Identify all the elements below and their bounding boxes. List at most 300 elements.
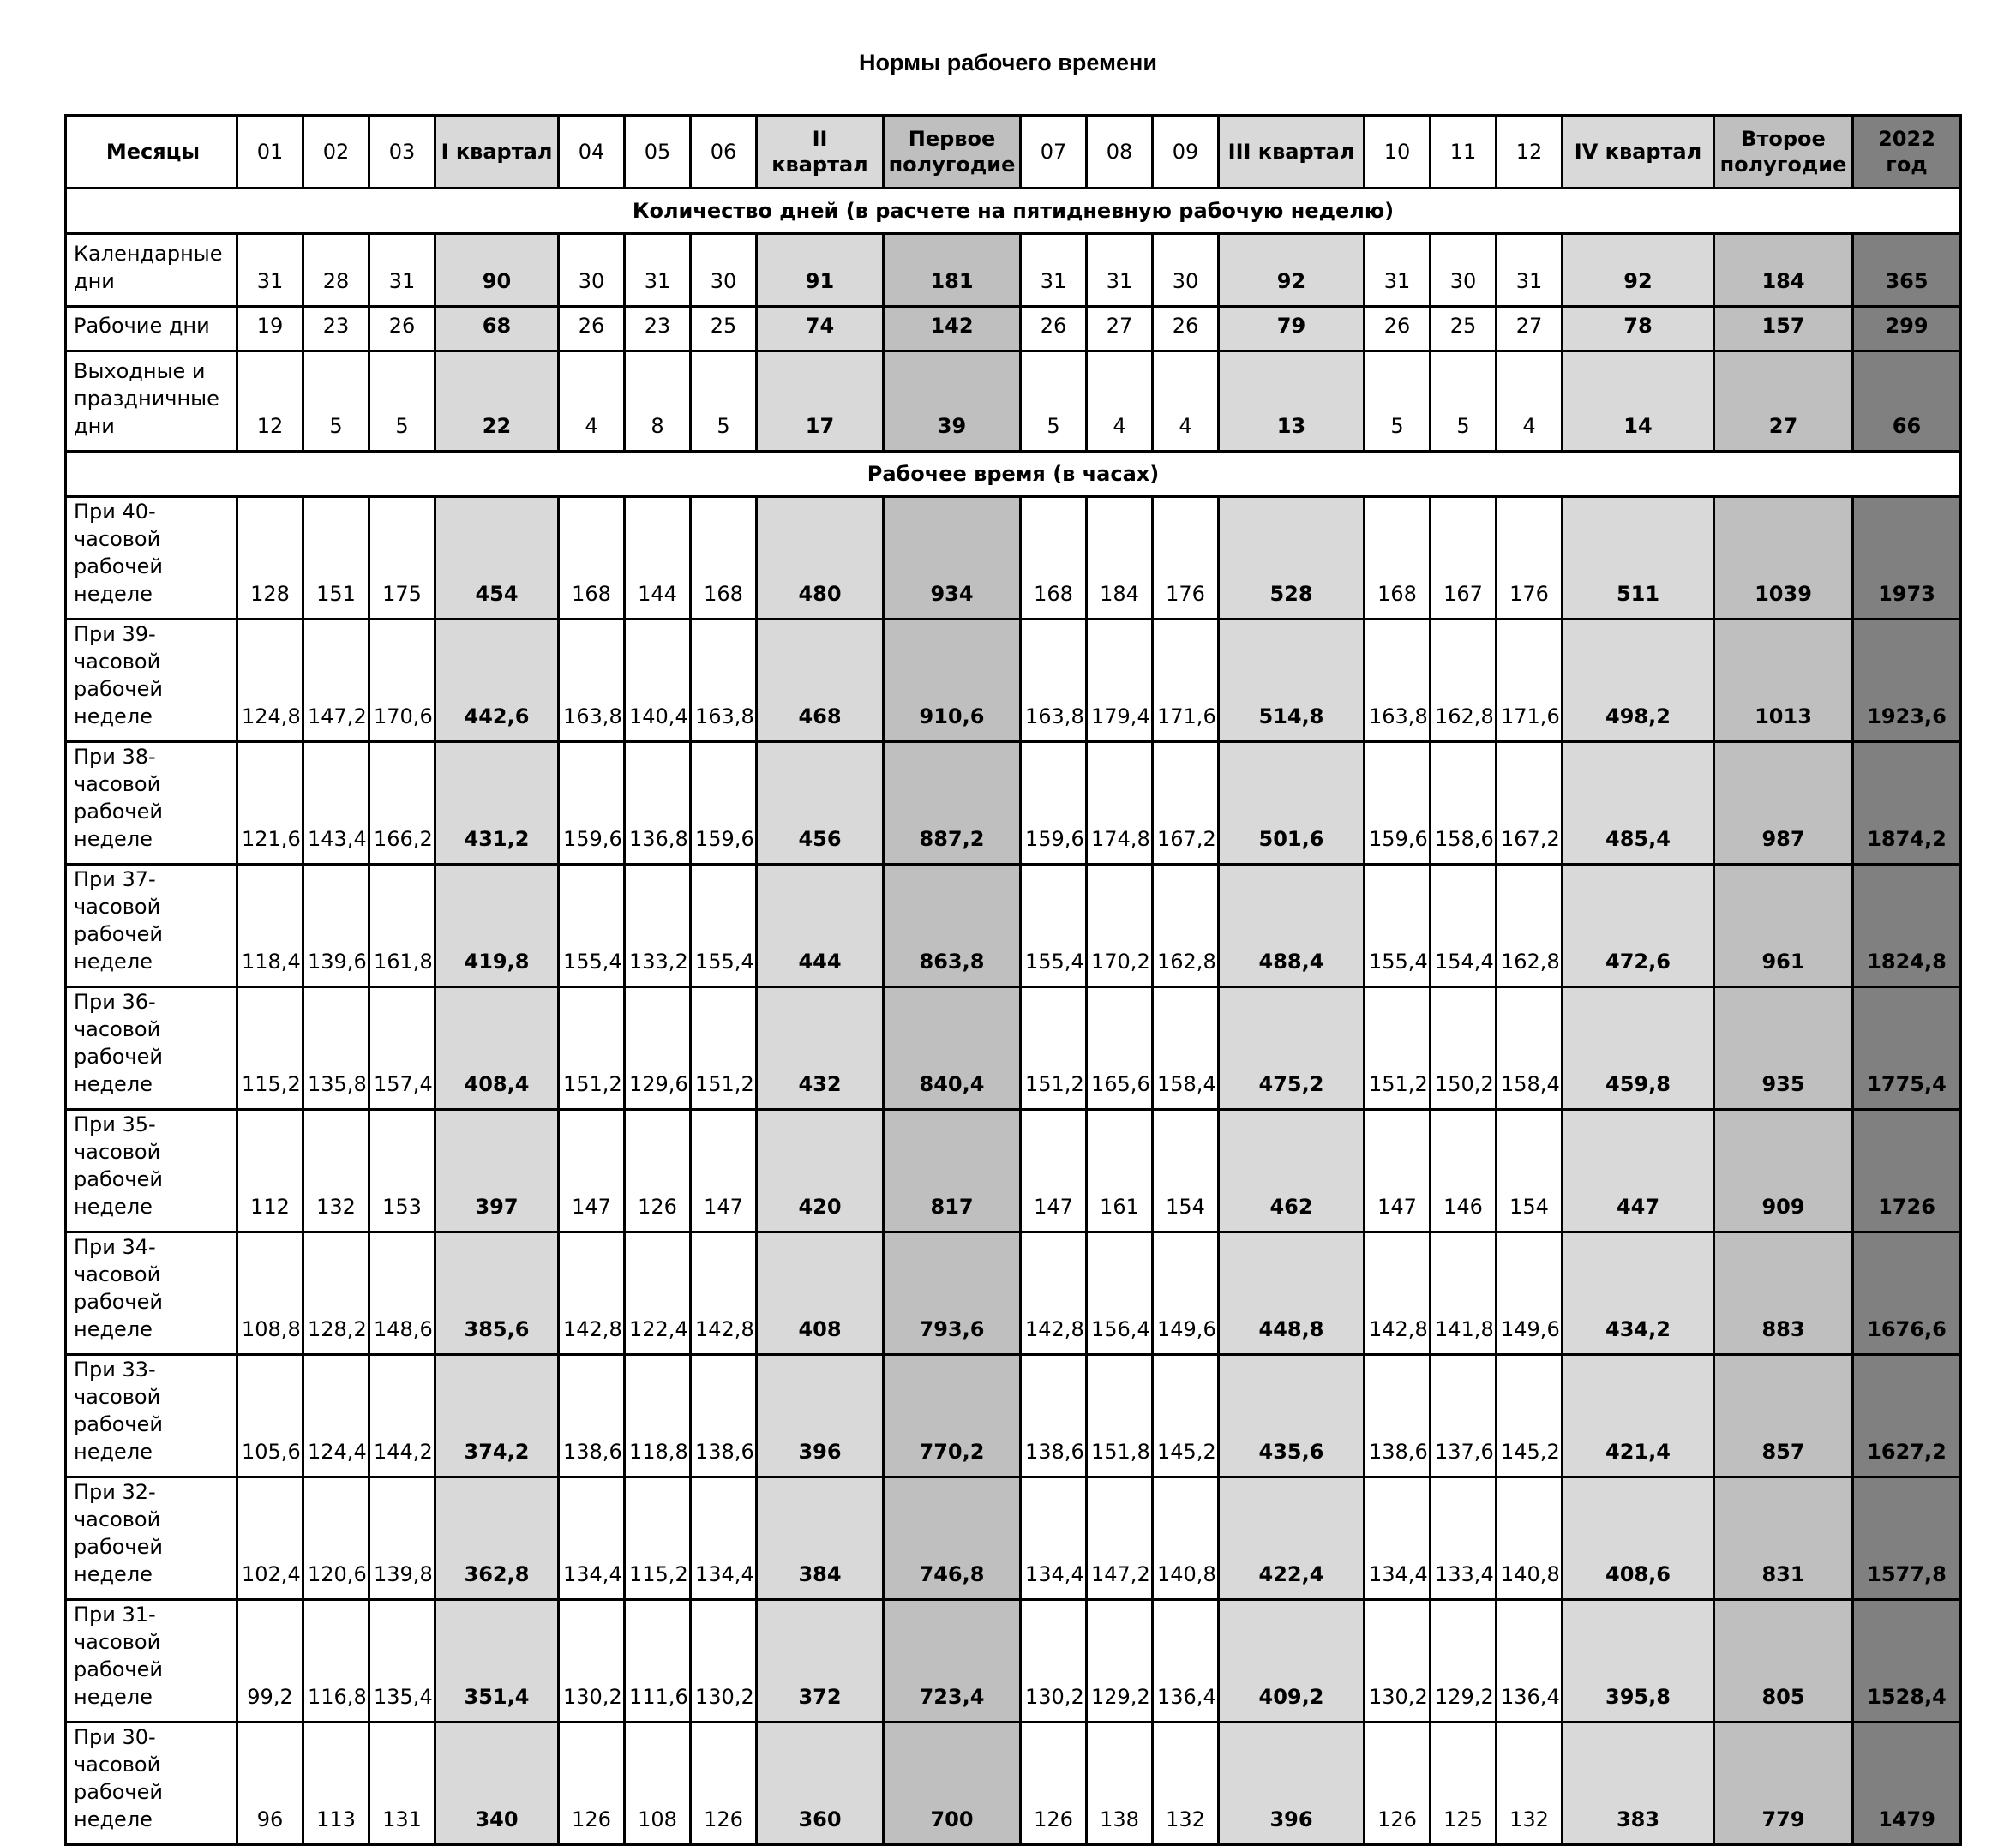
table-cell: 147 — [1365, 1110, 1431, 1232]
column-header: 11 — [1431, 116, 1497, 189]
table-cell: 167,2 — [1497, 742, 1563, 865]
row-label: При 30-часовой рабочей неделе — [66, 1723, 237, 1845]
column-header: III квартал — [1219, 116, 1365, 189]
table-cell: 1726 — [1853, 1110, 1961, 1232]
table-cell: 128 — [237, 497, 303, 620]
table-cell: 68 — [435, 307, 559, 351]
table-cell: 184 — [1087, 497, 1153, 620]
row-label: При 40-часовой рабочей неделе — [66, 497, 237, 620]
table-cell: 25 — [1431, 307, 1497, 351]
column-header: 03 — [369, 116, 435, 189]
table-cell: 147 — [691, 1110, 757, 1232]
table-cell: 150,2 — [1431, 987, 1497, 1110]
column-header: 07 — [1021, 116, 1087, 189]
table-cell: 162,8 — [1431, 620, 1497, 742]
table-cell: 468 — [757, 620, 884, 742]
table-cell: 108,8 — [237, 1232, 303, 1355]
table-cell: 723,4 — [884, 1600, 1021, 1723]
table-cell: 133,2 — [625, 865, 691, 987]
table-cell: 142,8 — [1021, 1232, 1087, 1355]
table-cell: 129,2 — [1087, 1600, 1153, 1723]
table-cell: 26 — [1153, 307, 1219, 351]
table-cell: 480 — [757, 497, 884, 620]
section-title: Количество дней (в расчете на пятидневную рабочую неделю) — [66, 189, 1961, 234]
table-cell: 171,6 — [1153, 620, 1219, 742]
table-cell: 805 — [1714, 1600, 1853, 1723]
table-cell: 116,8 — [303, 1600, 369, 1723]
table-cell: 163,8 — [559, 620, 625, 742]
table-cell: 171,6 — [1497, 620, 1563, 742]
table-cell: 92 — [1219, 234, 1365, 307]
table-cell: 151,8 — [1087, 1355, 1153, 1477]
table-cell: 155,4 — [559, 865, 625, 987]
row-label: При 39-часовой рабочей неделе — [66, 620, 237, 742]
table-cell: 360 — [757, 1723, 884, 1845]
table-cell: 442,6 — [435, 620, 559, 742]
table-cell: 770,2 — [884, 1355, 1021, 1477]
table-cell: 167,2 — [1153, 742, 1219, 865]
table-cell: 155,4 — [1021, 865, 1087, 987]
table-cell: 138,6 — [1021, 1355, 1087, 1477]
table-cell: 158,4 — [1497, 987, 1563, 1110]
table-cell: 421,4 — [1563, 1355, 1714, 1477]
table-cell: 434,2 — [1563, 1232, 1714, 1355]
table-cell: 5 — [691, 351, 757, 452]
table-cell: 161,8 — [369, 865, 435, 987]
table-cell: 857 — [1714, 1355, 1853, 1477]
table-cell: 408,4 — [435, 987, 559, 1110]
table-cell: 146 — [1431, 1110, 1497, 1232]
table-cell: 30 — [559, 234, 625, 307]
table-cell: 157 — [1714, 307, 1853, 351]
column-header: 2022 год — [1853, 116, 1961, 189]
hours-row — [66, 1600, 1961, 1723]
table-cell: 151,2 — [1365, 987, 1431, 1110]
table-cell: 165,6 — [1087, 987, 1153, 1110]
table-cell: 163,8 — [691, 620, 757, 742]
days-row — [66, 307, 1961, 351]
table-cell: 4 — [1153, 351, 1219, 452]
row-label: Календарные дни — [66, 234, 237, 307]
table-cell: 746,8 — [884, 1477, 1021, 1600]
column-header: 10 — [1365, 116, 1431, 189]
column-header: 01 — [237, 116, 303, 189]
table-cell: 130,2 — [1365, 1600, 1431, 1723]
table-cell: 132 — [1153, 1723, 1219, 1845]
table-cell: 135,8 — [303, 987, 369, 1110]
table-cell: 31 — [1021, 234, 1087, 307]
table-cell: 138,6 — [691, 1355, 757, 1477]
table-cell: 99,2 — [237, 1600, 303, 1723]
table-cell: 132 — [1497, 1723, 1563, 1845]
table-cell: 14 — [1563, 351, 1714, 452]
table-cell: 863,8 — [884, 865, 1021, 987]
table-cell: 511 — [1563, 497, 1714, 620]
table-cell: 141,8 — [1431, 1232, 1497, 1355]
table-cell: 384 — [757, 1477, 884, 1600]
column-header: 05 — [625, 116, 691, 189]
row-label: При 35-часовой рабочей неделе — [66, 1110, 237, 1232]
table-cell: 31 — [1497, 234, 1563, 307]
table-cell: 408,6 — [1563, 1477, 1714, 1600]
table-cell: 155,4 — [1365, 865, 1431, 987]
table-cell: 74 — [757, 307, 884, 351]
table-cell: 372 — [757, 1600, 884, 1723]
table-cell: 118,4 — [237, 865, 303, 987]
table-cell: 157,4 — [369, 987, 435, 1110]
table-cell: 136,4 — [1497, 1600, 1563, 1723]
table-cell: 129,6 — [625, 987, 691, 1110]
table-cell: 166,2 — [369, 742, 435, 865]
row-label: При 36-часовой рабочей неделе — [66, 987, 237, 1110]
table-cell: 176 — [1153, 497, 1219, 620]
table-cell: 138,6 — [1365, 1355, 1431, 1477]
table-cell: 840,4 — [884, 987, 1021, 1110]
table-cell: 27 — [1714, 351, 1853, 452]
table-cell: 134,4 — [1365, 1477, 1431, 1600]
table-cell: 817 — [884, 1110, 1021, 1232]
table-cell: 135,4 — [369, 1600, 435, 1723]
table-cell: 134,4 — [559, 1477, 625, 1600]
table-cell: 456 — [757, 742, 884, 865]
table-cell: 1923,6 — [1853, 620, 1961, 742]
table-cell: 126 — [1021, 1723, 1087, 1845]
table-cell: 1973 — [1853, 497, 1961, 620]
table-cell: 488,4 — [1219, 865, 1365, 987]
table-cell: 30 — [1431, 234, 1497, 307]
table-cell: 431,2 — [435, 742, 559, 865]
hours-row — [66, 865, 1961, 987]
table-cell: 147 — [559, 1110, 625, 1232]
table-cell: 459,8 — [1563, 987, 1714, 1110]
table-cell: 142,8 — [559, 1232, 625, 1355]
table-cell: 1627,2 — [1853, 1355, 1961, 1477]
table-cell: 5 — [369, 351, 435, 452]
table-cell: 498,2 — [1563, 620, 1714, 742]
table-cell: 4 — [1497, 351, 1563, 452]
days-row — [66, 234, 1961, 307]
table-cell: 113 — [303, 1723, 369, 1845]
table-cell: 397 — [435, 1110, 559, 1232]
table-cell: 147,2 — [303, 620, 369, 742]
table-cell: 115,2 — [237, 987, 303, 1110]
header-months: Месяцы — [66, 116, 237, 189]
table-cell: 139,6 — [303, 865, 369, 987]
table-cell: 154 — [1497, 1110, 1563, 1232]
table-cell: 8 — [625, 351, 691, 452]
table-cell: 179,4 — [1087, 620, 1153, 742]
table-cell: 126 — [625, 1110, 691, 1232]
table-cell: 30 — [691, 234, 757, 307]
table-cell: 779 — [1714, 1723, 1853, 1845]
hours-row — [66, 497, 1961, 620]
table-cell: 130,2 — [1021, 1600, 1087, 1723]
page-title: Нормы рабочего времени — [859, 50, 1157, 75]
table-cell: 151,2 — [691, 987, 757, 1110]
column-header: Второе полугодие — [1714, 116, 1853, 189]
table-cell: 90 — [435, 234, 559, 307]
table-cell: 140,8 — [1153, 1477, 1219, 1600]
section-title: Рабочее время (в часах) — [66, 452, 1961, 497]
section-hours-row — [66, 452, 1961, 497]
table-cell: 140,8 — [1497, 1477, 1563, 1600]
hours-row — [66, 1232, 1961, 1355]
table-cell: 125 — [1431, 1723, 1497, 1845]
table-cell: 138 — [1087, 1723, 1153, 1845]
table-cell: 174,8 — [1087, 742, 1153, 865]
table-cell: 147 — [1021, 1110, 1087, 1232]
table-cell: 131 — [369, 1723, 435, 1845]
section-days-row — [66, 189, 1961, 234]
table-cell: 163,8 — [1365, 620, 1431, 742]
table-cell: 124,8 — [237, 620, 303, 742]
table-cell: 374,2 — [435, 1355, 559, 1477]
table-cell: 120,6 — [303, 1477, 369, 1600]
row-label: При 34-часовой рабочей неделе — [66, 1232, 237, 1355]
column-header: I квартал — [435, 116, 559, 189]
table-cell: 1039 — [1714, 497, 1853, 620]
table-cell: 134,4 — [691, 1477, 757, 1600]
table-cell: 134,4 — [1021, 1477, 1087, 1600]
table-cell: 1013 — [1714, 620, 1853, 742]
table-cell: 831 — [1714, 1477, 1853, 1600]
table-cell: 159,6 — [691, 742, 757, 865]
table-cell: 145,2 — [1497, 1355, 1563, 1477]
table-cell: 118,8 — [625, 1355, 691, 1477]
table-cell: 365 — [1853, 234, 1961, 307]
table-cell: 1676,6 — [1853, 1232, 1961, 1355]
row-label: При 38-часовой рабочей неделе — [66, 742, 237, 865]
table-cell: 299 — [1853, 307, 1961, 351]
table-cell: 409,2 — [1219, 1600, 1365, 1723]
table-cell: 175 — [369, 497, 435, 620]
table-cell: 31 — [625, 234, 691, 307]
table-cell: 485,4 — [1563, 742, 1714, 865]
days-row — [66, 351, 1961, 452]
table-cell: 435,6 — [1219, 1355, 1365, 1477]
table-cell: 142 — [884, 307, 1021, 351]
table-cell: 142,8 — [691, 1232, 757, 1355]
table-cell: 96 — [237, 1723, 303, 1845]
table-cell: 161 — [1087, 1110, 1153, 1232]
table-cell: 472,6 — [1563, 865, 1714, 987]
column-header: II квартал — [757, 116, 884, 189]
table-cell: 23 — [303, 307, 369, 351]
table-cell: 422,4 — [1219, 1477, 1365, 1600]
table-cell: 158,4 — [1153, 987, 1219, 1110]
table-cell: 909 — [1714, 1110, 1853, 1232]
table-cell: 143,4 — [303, 742, 369, 865]
table-cell: 444 — [757, 865, 884, 987]
table-cell: 419,8 — [435, 865, 559, 987]
table-cell: 5 — [1021, 351, 1087, 452]
table-cell: 475,2 — [1219, 987, 1365, 1110]
table-cell: 168 — [559, 497, 625, 620]
table-cell: 158,6 — [1431, 742, 1497, 865]
table-cell: 447 — [1563, 1110, 1714, 1232]
table-cell: 514,8 — [1219, 620, 1365, 742]
row-label: При 31-часовой рабочей неделе — [66, 1600, 237, 1723]
table-cell: 148,6 — [369, 1232, 435, 1355]
row-label: При 32-часовой рабочей неделе — [66, 1477, 237, 1600]
table-cell: 92 — [1563, 234, 1714, 307]
hours-row — [66, 987, 1961, 1110]
table-cell: 340 — [435, 1723, 559, 1845]
table-cell: 154,4 — [1431, 865, 1497, 987]
table-cell: 137,6 — [1431, 1355, 1497, 1477]
table-cell: 111,6 — [625, 1600, 691, 1723]
table-cell: 168 — [1365, 497, 1431, 620]
table-cell: 151,2 — [559, 987, 625, 1110]
working-time-table — [64, 114, 1962, 1846]
table-cell: 462 — [1219, 1110, 1365, 1232]
table-cell: 19 — [237, 307, 303, 351]
table-cell: 155,4 — [691, 865, 757, 987]
table-cell: 26 — [1021, 307, 1087, 351]
table-cell: 700 — [884, 1723, 1021, 1845]
table-cell: 4 — [1087, 351, 1153, 452]
table-cell: 5 — [1365, 351, 1431, 452]
table-cell: 153 — [369, 1110, 435, 1232]
column-header: IV квартал — [1563, 116, 1714, 189]
table-cell: 432 — [757, 987, 884, 1110]
table-cell: 385,6 — [435, 1232, 559, 1355]
table-cell: 528 — [1219, 497, 1365, 620]
table-cell: 126 — [691, 1723, 757, 1845]
column-header: 04 — [559, 116, 625, 189]
table-cell: 13 — [1219, 351, 1365, 452]
table-cell: 26 — [559, 307, 625, 351]
table-cell: 136,4 — [1153, 1600, 1219, 1723]
table-cell: 176 — [1497, 497, 1563, 620]
table-cell: 1528,4 — [1853, 1600, 1961, 1723]
table-cell: 934 — [884, 497, 1021, 620]
table-cell: 168 — [1021, 497, 1087, 620]
column-header: 06 — [691, 116, 757, 189]
table-cell: 115,2 — [625, 1477, 691, 1600]
column-header: Первое полугодие — [884, 116, 1021, 189]
table-cell: 112 — [237, 1110, 303, 1232]
table-cell: 935 — [1714, 987, 1853, 1110]
table-cell: 156,4 — [1087, 1232, 1153, 1355]
row-label: При 37-часовой рабочей неделе — [66, 865, 237, 987]
table-cell: 142,8 — [1365, 1232, 1431, 1355]
column-header: 08 — [1087, 116, 1153, 189]
table-cell: 362,8 — [435, 1477, 559, 1600]
table-cell: 887,2 — [884, 742, 1021, 865]
table-cell: 396 — [1219, 1723, 1365, 1845]
hours-row — [66, 1723, 1961, 1845]
table-cell: 1479 — [1853, 1723, 1961, 1845]
table-cell: 987 — [1714, 742, 1853, 865]
table-cell: 132 — [303, 1110, 369, 1232]
table-cell: 883 — [1714, 1232, 1853, 1355]
table-cell: 133,4 — [1431, 1477, 1497, 1600]
table-cell: 501,6 — [1219, 742, 1365, 865]
table-cell: 1874,2 — [1853, 742, 1961, 865]
table-cell: 138,6 — [559, 1355, 625, 1477]
table-cell: 151 — [303, 497, 369, 620]
table-cell: 25 — [691, 307, 757, 351]
column-header: 02 — [303, 116, 369, 189]
table-cell: 5 — [303, 351, 369, 452]
table-cell: 23 — [625, 307, 691, 351]
table-cell: 27 — [1497, 307, 1563, 351]
table-cell: 30 — [1153, 234, 1219, 307]
table-cell: 159,6 — [559, 742, 625, 865]
table-cell: 420 — [757, 1110, 884, 1232]
table-cell: 170,2 — [1087, 865, 1153, 987]
table-cell: 4 — [559, 351, 625, 452]
table-cell: 1577,8 — [1853, 1477, 1961, 1600]
header-row — [66, 116, 1961, 189]
table-cell: 396 — [757, 1355, 884, 1477]
table-cell: 144 — [625, 497, 691, 620]
table-cell: 12 — [237, 351, 303, 452]
table-cell: 170,6 — [369, 620, 435, 742]
table-cell: 126 — [559, 1723, 625, 1845]
hours-row — [66, 620, 1961, 742]
table-cell: 351,4 — [435, 1600, 559, 1723]
table-cell: 17 — [757, 351, 884, 452]
table-cell: 159,6 — [1365, 742, 1431, 865]
table-cell: 66 — [1853, 351, 1961, 452]
table-cell: 145,2 — [1153, 1355, 1219, 1477]
row-label: Рабочие дни — [66, 307, 237, 351]
table-cell: 910,6 — [884, 620, 1021, 742]
table-cell: 147,2 — [1087, 1477, 1153, 1600]
table-cell: 793,6 — [884, 1232, 1021, 1355]
table-cell: 1775,4 — [1853, 987, 1961, 1110]
table-cell: 144,2 — [369, 1355, 435, 1477]
table-cell: 22 — [435, 351, 559, 452]
table-cell: 31 — [1365, 234, 1431, 307]
table-cell: 383 — [1563, 1723, 1714, 1845]
table-cell: 28 — [303, 234, 369, 307]
table-cell: 31 — [369, 234, 435, 307]
table-cell: 122,4 — [625, 1232, 691, 1355]
table-cell: 128,2 — [303, 1232, 369, 1355]
table-cell: 162,8 — [1153, 865, 1219, 987]
table-cell: 130,2 — [691, 1600, 757, 1723]
hours-row — [66, 1110, 1961, 1232]
table-cell: 162,8 — [1497, 865, 1563, 987]
hours-row — [66, 742, 1961, 865]
table-cell: 184 — [1714, 234, 1853, 307]
table-cell: 102,4 — [237, 1477, 303, 1600]
table-cell: 27 — [1087, 307, 1153, 351]
table-cell: 151,2 — [1021, 987, 1087, 1110]
table-cell: 31 — [1087, 234, 1153, 307]
table-cell: 78 — [1563, 307, 1714, 351]
column-header: 12 — [1497, 116, 1563, 189]
table-cell: 159,6 — [1021, 742, 1087, 865]
table-cell: 149,6 — [1497, 1232, 1563, 1355]
table-cell: 408 — [757, 1232, 884, 1355]
table-cell: 1824,8 — [1853, 865, 1961, 987]
table-cell: 121,6 — [237, 742, 303, 865]
table-cell: 39 — [884, 351, 1021, 452]
hours-row — [66, 1355, 1961, 1477]
table-cell: 181 — [884, 234, 1021, 307]
table-cell: 91 — [757, 234, 884, 307]
table-cell: 961 — [1714, 865, 1853, 987]
table-cell: 454 — [435, 497, 559, 620]
table-cell: 26 — [1365, 307, 1431, 351]
table-cell: 26 — [369, 307, 435, 351]
hours-row — [66, 1477, 1961, 1600]
table-cell: 140,4 — [625, 620, 691, 742]
